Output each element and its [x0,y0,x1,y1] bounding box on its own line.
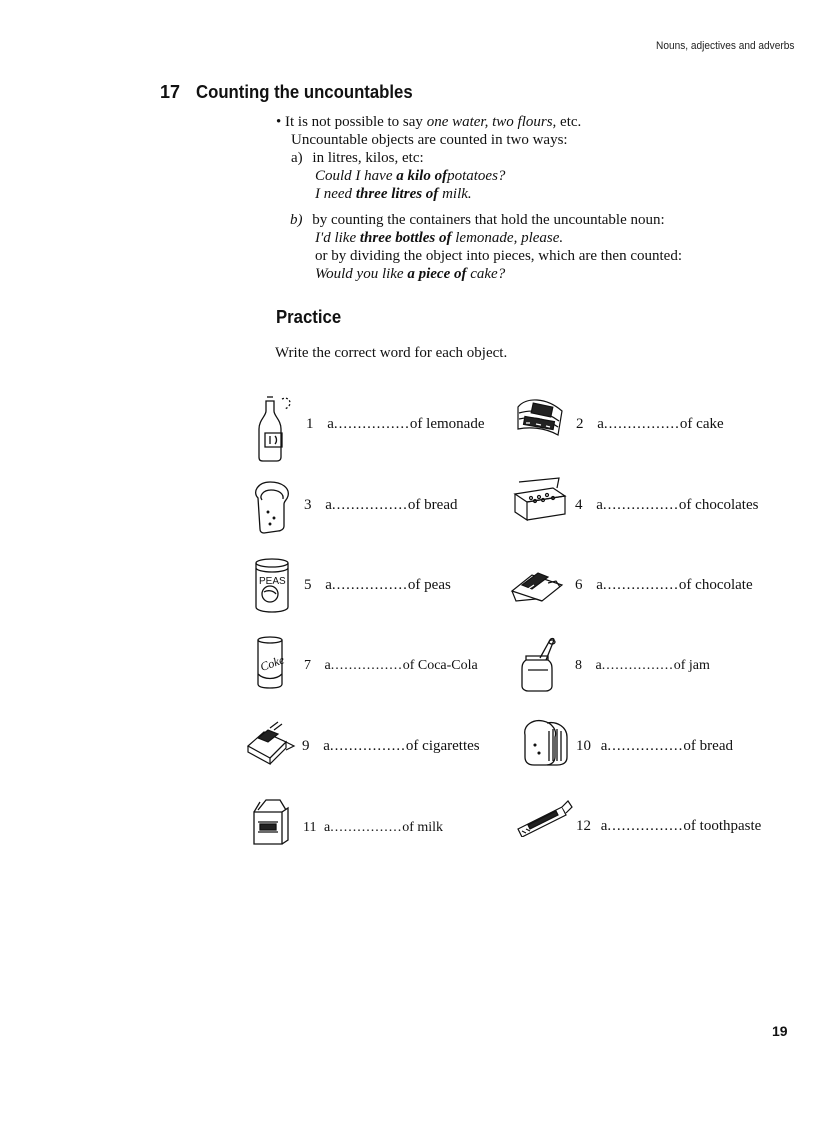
peas-tin-icon [252,556,296,614]
text: Could I have [315,168,397,184]
answer-blank[interactable]: ................ [607,738,684,754]
exercise-item-5 [304,577,451,594]
item-number: 4 [575,497,583,513]
rule-a-example-2 [315,185,472,203]
item-suffix: of bread [407,497,458,513]
bold-phrase: a piece of [407,266,467,282]
item-suffix: of toothpaste [683,818,762,834]
text: I'd like [315,230,360,246]
exercise-item-6 [575,577,753,594]
text: It is not possible to say [285,114,427,130]
explanation-line-1 [276,113,581,131]
explanation-line-2: Uncountable objects are counted in two ways: [291,132,568,148]
exercise-item-8 [575,658,710,674]
item-article: a [600,818,608,834]
italic-example: one water, two flours, [426,114,557,130]
item-number: 5 [304,577,312,593]
answer-blank[interactable]: ................ [607,818,684,834]
item-article: a [325,497,332,513]
milk-carton-icon [250,796,292,848]
text: lemonade, please. [451,230,564,246]
item-suffix: of milk [402,820,444,835]
item-article: a [323,738,330,754]
answer-blank[interactable]: ................ [329,738,406,754]
answer-blank[interactable]: ................ [602,497,679,513]
rule-a [291,149,424,167]
text: I need [315,186,356,202]
text: etc. [556,114,582,130]
jam-jar-icon [518,636,562,694]
answer-blank[interactable]: ................ [331,577,408,593]
item-suffix: of peas [407,577,451,593]
section-title: Counting the uncountables [196,82,413,102]
practice-heading: Practice [276,307,342,327]
cola-can-icon [252,634,292,692]
item-article: a [596,497,603,513]
exercise-item-7 [304,658,478,674]
item-suffix: of chocolate [678,577,753,593]
answer-blank[interactable]: ................ [601,658,674,673]
item-number: 2 [576,416,584,432]
lemonade-bottle-icon [254,393,298,463]
exercise-item-2 [576,416,724,433]
item-suffix: of bread [683,738,733,754]
exercise-item-1 [306,416,484,433]
coke-label: Coke [258,652,287,674]
bread-loaf-icon [519,715,573,769]
text: Would you like [315,266,408,282]
item-number: 7 [304,658,311,673]
item-number: 10 [576,738,591,754]
rule-b-text: by counting the containers that hold the uncountable noun: [312,212,665,228]
exercise-item-4 [575,497,758,514]
bread-slice-icon [248,478,296,536]
exercise-item-11 [303,820,443,836]
rule-a-example-1 [315,167,505,185]
item-article: a [596,577,603,593]
item-number: 11 [303,820,317,835]
rule-b [290,211,665,229]
rule-b-text-2: or by dividing the object into pieces, which are then counted: [315,248,682,264]
toothpaste-tube-icon [514,795,574,837]
exercise-item-3 [304,497,457,514]
rule-b-example-2 [315,265,505,283]
item-article: a [600,738,608,754]
item-number: 3 [304,497,312,513]
bold-phrase: a kilo of [396,168,448,184]
item-suffix: of chocolates [678,497,759,513]
rule-b-example-1 [315,229,563,247]
rule-a-text: in litres, kilos, etc: [312,150,424,166]
exercise-item-12 [576,818,761,835]
item-suffix: of cake [679,416,724,432]
rule-a-marker: a) [291,150,303,166]
rule-b-marker: b) [290,212,303,228]
item-number: 9 [302,738,310,754]
page-number: 19 [772,1023,788,1039]
bold-phrase: three litres of [355,186,439,202]
chocolate-bar-icon [508,567,566,609]
exercise-item-10 [576,738,733,755]
item-number: 12 [576,818,591,834]
item-article: a [595,658,602,673]
answer-blank[interactable]: ................ [330,658,403,673]
answer-blank[interactable]: ................ [330,820,403,835]
item-suffix: of lemonade [409,416,485,432]
bold-phrase: three bottles of [359,230,452,246]
peas-label: PEAS [259,576,286,587]
item-article: a [597,416,604,432]
answer-blank[interactable]: ................ [333,416,410,432]
cake-slice-icon [512,395,568,441]
item-article: a [325,577,332,593]
item-article: a [327,416,334,432]
bullet: • [276,114,282,130]
answer-blank[interactable]: ................ [331,497,408,513]
answer-blank[interactable]: ................ [602,577,679,593]
item-suffix: of Coca-Cola [402,658,478,673]
cigarette-packet-icon [244,720,300,766]
item-article: a [323,820,331,835]
text: cake? [466,266,506,282]
running-head: Nouns, adjectives and adverbs [655,40,794,52]
item-number: 6 [575,577,583,593]
text: potatoes? [447,168,506,184]
exercise-item-9 [302,738,480,755]
item-suffix: of cigarettes [405,738,480,754]
item-suffix: of jam [673,658,710,673]
item-number: 1 [306,416,314,432]
item-article: a [324,658,331,673]
section-number: 17 [160,82,181,102]
item-number: 8 [575,658,582,673]
text: milk. [438,186,472,202]
practice-instruction: Write the correct word for each object. [275,345,508,361]
chocolate-box-icon [509,474,571,526]
answer-blank[interactable]: ................ [603,416,680,432]
